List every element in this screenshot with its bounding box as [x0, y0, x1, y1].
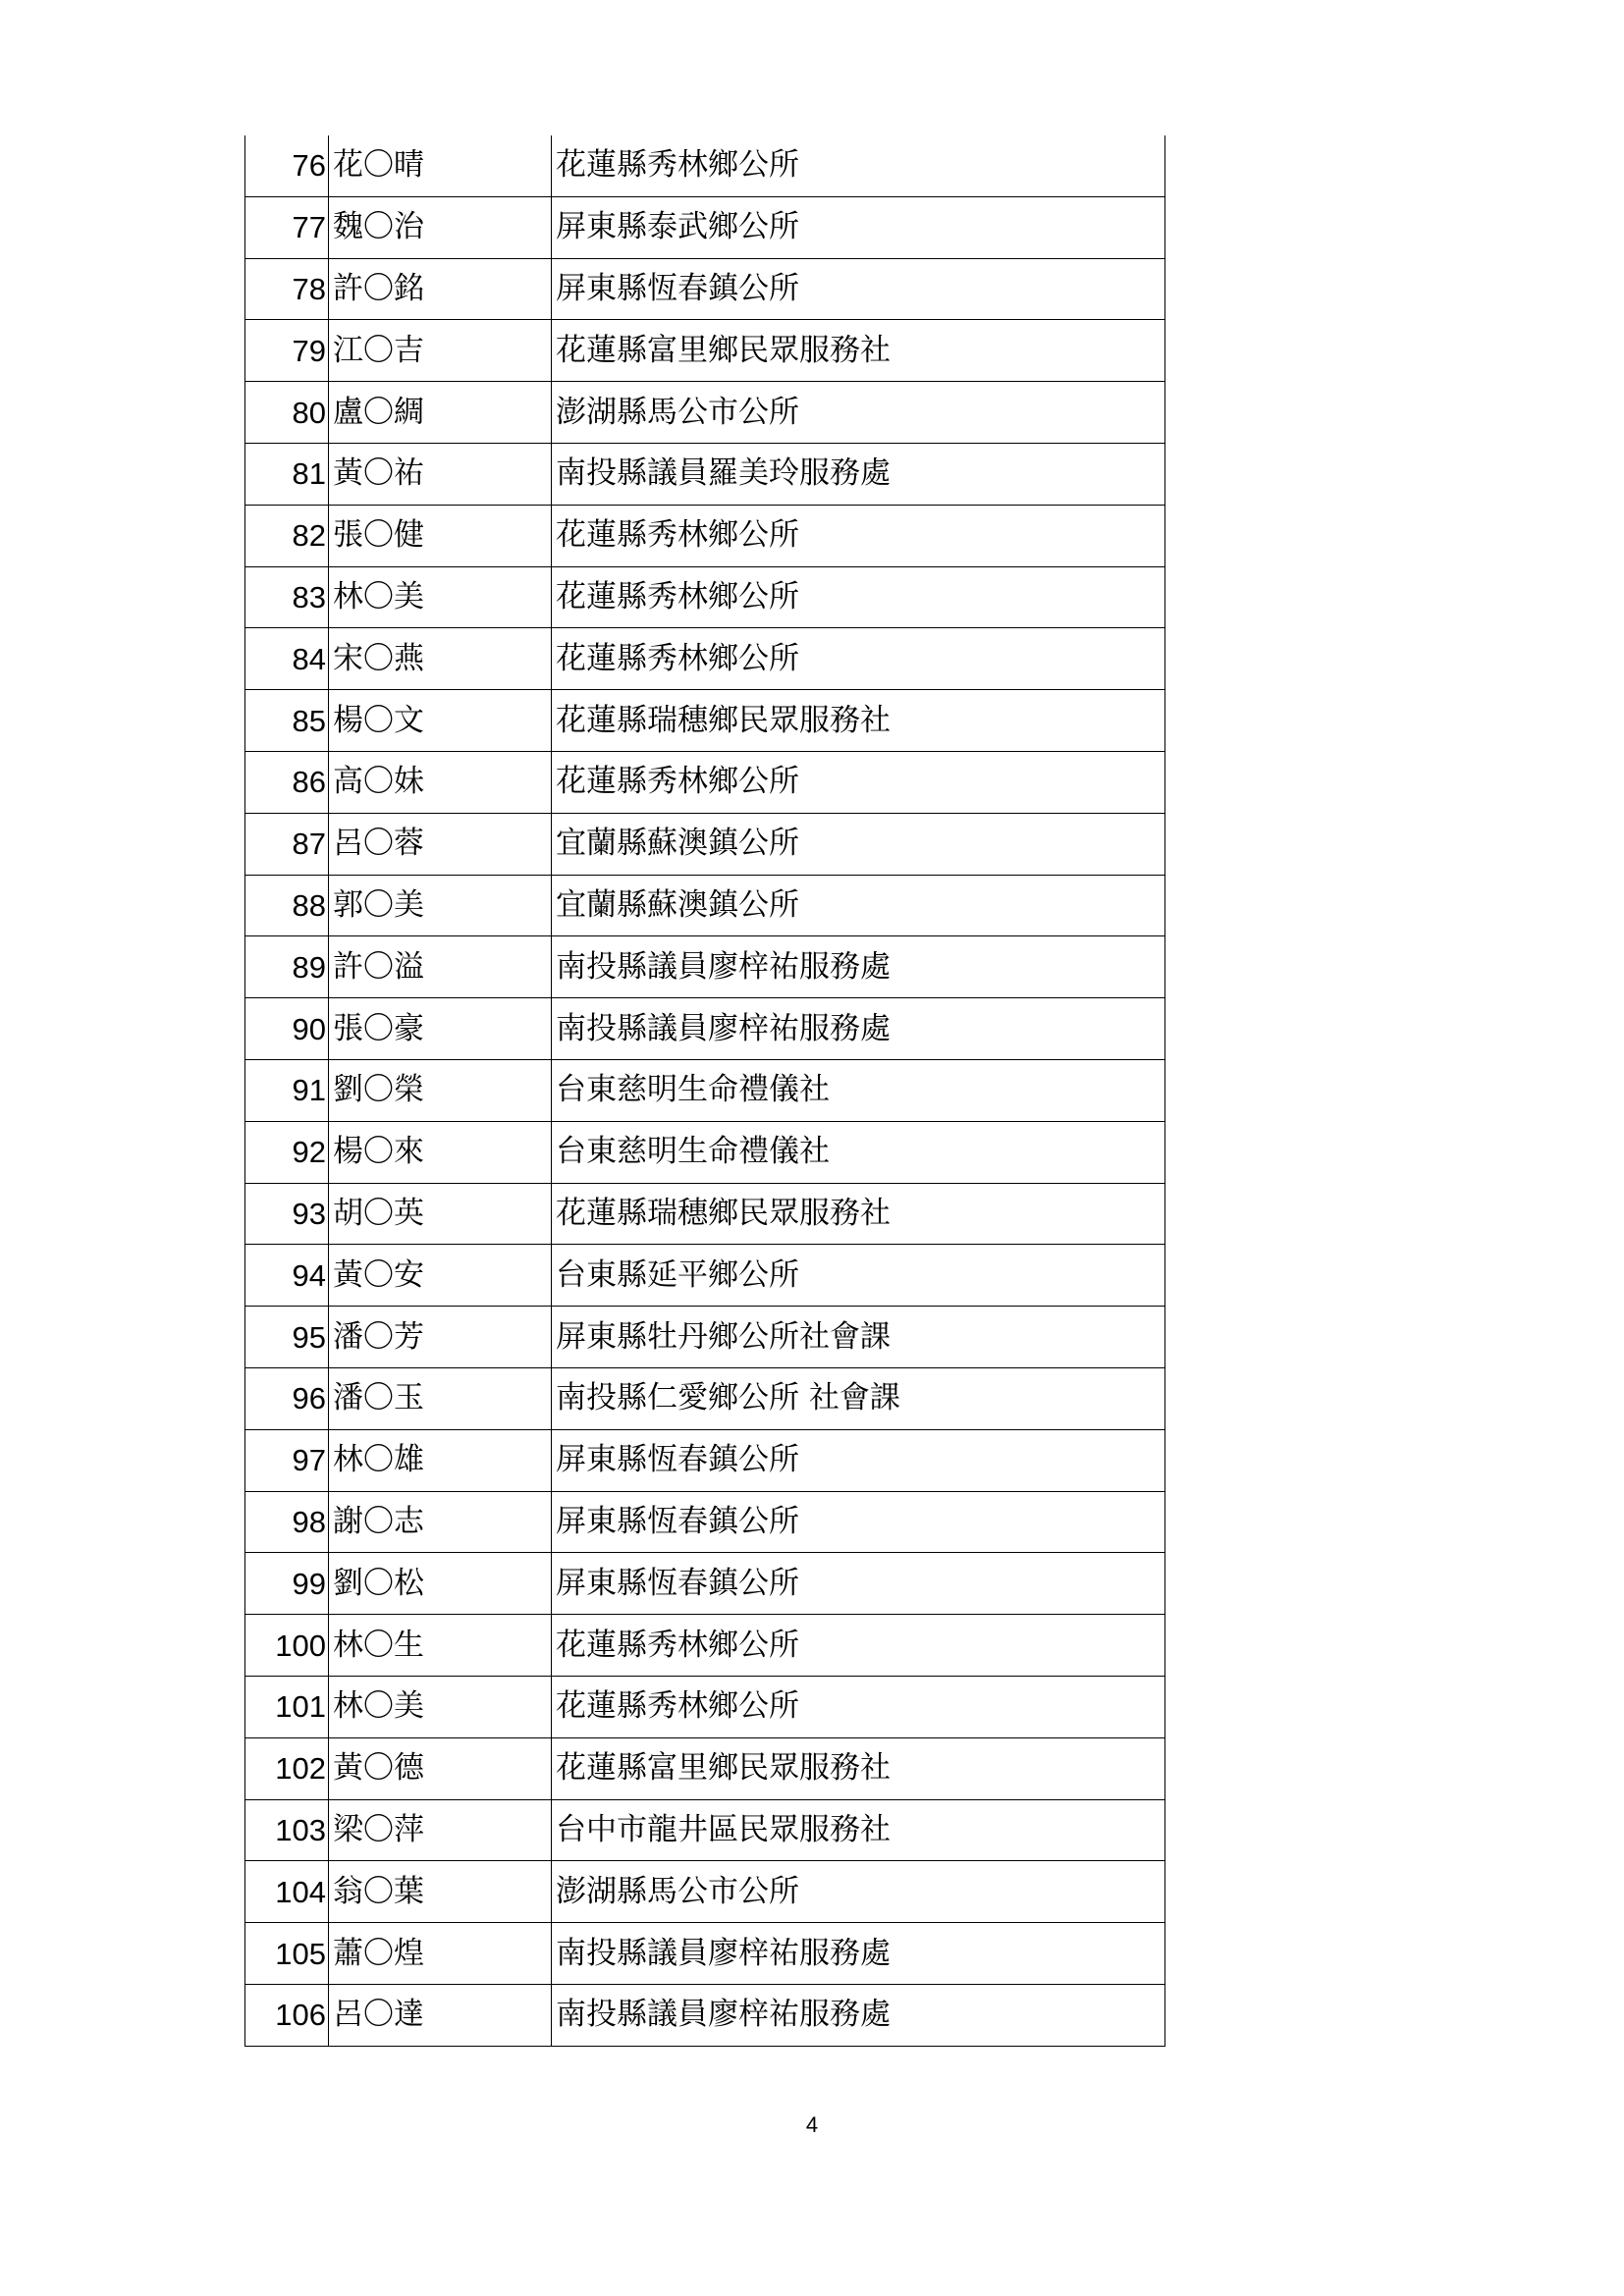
person-name: 張〇健 — [329, 505, 552, 566]
row-number: 95 — [245, 1307, 329, 1368]
row-number: 81 — [245, 443, 329, 505]
organization: 屏東縣恆春鎮公所 — [552, 1491, 1165, 1553]
person-name: 黃〇祐 — [329, 443, 552, 505]
row-number: 93 — [245, 1183, 329, 1245]
table-row — [245, 443, 1165, 505]
row-number: 80 — [245, 382, 329, 444]
roster-table-body — [245, 135, 1165, 2046]
row-number: 89 — [245, 936, 329, 998]
organization: 花蓮縣秀林鄉公所 — [552, 628, 1165, 690]
row-number: 103 — [245, 1799, 329, 1861]
person-name: 楊〇文 — [329, 690, 552, 752]
person-name: 林〇生 — [329, 1615, 552, 1677]
person-name: 呂〇達 — [329, 1984, 552, 2046]
table-row — [245, 1059, 1165, 1121]
person-name: 胡〇英 — [329, 1183, 552, 1245]
table-row — [245, 1429, 1165, 1491]
organization: 澎湖縣馬公市公所 — [552, 382, 1165, 444]
organization: 花蓮縣瑞穗鄉民眾服務社 — [552, 1183, 1165, 1245]
organization: 屏東縣恆春鎮公所 — [552, 1429, 1165, 1491]
person-name: 魏〇治 — [329, 196, 552, 258]
table-row — [245, 1615, 1165, 1677]
organization: 屏東縣牡丹鄉公所社會課 — [552, 1307, 1165, 1368]
row-number: 84 — [245, 628, 329, 690]
person-name: 林〇美 — [329, 1676, 552, 1737]
table-row — [245, 1984, 1165, 2046]
roster-table — [244, 135, 1165, 2047]
table-row — [245, 628, 1165, 690]
person-name: 蕭〇煌 — [329, 1923, 552, 1985]
row-number: 100 — [245, 1615, 329, 1677]
organization: 屏東縣恆春鎮公所 — [552, 1553, 1165, 1615]
organization: 花蓮縣秀林鄉公所 — [552, 1615, 1165, 1677]
table-row — [245, 751, 1165, 813]
organization: 南投縣議員廖梓祐服務處 — [552, 998, 1165, 1060]
table-row — [245, 998, 1165, 1060]
person-name: 林〇雄 — [329, 1429, 552, 1491]
person-name: 高〇妹 — [329, 751, 552, 813]
table-row — [245, 1799, 1165, 1861]
row-number: 79 — [245, 320, 329, 382]
organization: 花蓮縣秀林鄉公所 — [552, 1676, 1165, 1737]
table-row — [245, 690, 1165, 752]
row-number: 83 — [245, 566, 329, 628]
table-row — [245, 196, 1165, 258]
organization: 屏東縣泰武鄉公所 — [552, 196, 1165, 258]
person-name: 呂〇蓉 — [329, 813, 552, 875]
organization: 台東縣延平鄉公所 — [552, 1245, 1165, 1307]
organization: 花蓮縣秀林鄉公所 — [552, 505, 1165, 566]
organization: 宜蘭縣蘇澳鎮公所 — [552, 875, 1165, 936]
person-name: 江〇吉 — [329, 320, 552, 382]
table-row — [245, 1553, 1165, 1615]
person-name: 劉〇松 — [329, 1553, 552, 1615]
person-name: 楊〇來 — [329, 1121, 552, 1183]
person-name: 許〇溢 — [329, 936, 552, 998]
row-number: 91 — [245, 1059, 329, 1121]
row-number: 96 — [245, 1367, 329, 1429]
row-number: 104 — [245, 1861, 329, 1923]
person-name: 花〇晴 — [329, 135, 552, 196]
person-name: 宋〇燕 — [329, 628, 552, 690]
table-row — [245, 1367, 1165, 1429]
row-number: 88 — [245, 875, 329, 936]
row-number: 92 — [245, 1121, 329, 1183]
person-name: 許〇銘 — [329, 258, 552, 320]
table-row — [245, 1183, 1165, 1245]
person-name: 翁〇葉 — [329, 1861, 552, 1923]
table-row — [245, 1861, 1165, 1923]
organization: 台東慈明生命禮儀社 — [552, 1059, 1165, 1121]
row-number: 106 — [245, 1984, 329, 2046]
row-number: 99 — [245, 1553, 329, 1615]
person-name: 林〇美 — [329, 566, 552, 628]
organization: 花蓮縣秀林鄉公所 — [552, 751, 1165, 813]
organization: 南投縣議員廖梓祐服務處 — [552, 1923, 1165, 1985]
row-number: 105 — [245, 1923, 329, 1985]
person-name: 黃〇安 — [329, 1245, 552, 1307]
table-row — [245, 1737, 1165, 1799]
table-row — [245, 813, 1165, 875]
organization: 花蓮縣富里鄉民眾服務社 — [552, 1737, 1165, 1799]
page-number: 4 — [805, 2112, 819, 2137]
organization: 南投縣仁愛鄉公所 社會課 — [552, 1367, 1165, 1429]
row-number: 94 — [245, 1245, 329, 1307]
person-name: 梁〇萍 — [329, 1799, 552, 1861]
person-name: 郭〇美 — [329, 875, 552, 936]
table-row — [245, 1923, 1165, 1985]
row-number: 98 — [245, 1491, 329, 1553]
organization: 南投縣議員廖梓祐服務處 — [552, 1984, 1165, 2046]
organization: 花蓮縣秀林鄉公所 — [552, 135, 1165, 196]
table-row — [245, 936, 1165, 998]
table-row — [245, 1676, 1165, 1737]
row-number: 102 — [245, 1737, 329, 1799]
row-number: 97 — [245, 1429, 329, 1491]
person-name: 黃〇德 — [329, 1737, 552, 1799]
organization: 花蓮縣富里鄉民眾服務社 — [552, 320, 1165, 382]
person-name: 潘〇芳 — [329, 1307, 552, 1368]
table-row — [245, 382, 1165, 444]
organization: 台中市龍井區民眾服務社 — [552, 1799, 1165, 1861]
person-name: 潘〇玉 — [329, 1367, 552, 1429]
person-name: 張〇豪 — [329, 998, 552, 1060]
table-row — [245, 1245, 1165, 1307]
row-number: 101 — [245, 1676, 329, 1737]
row-number: 82 — [245, 505, 329, 566]
table-row — [245, 505, 1165, 566]
table-row — [245, 566, 1165, 628]
organization: 屏東縣恆春鎮公所 — [552, 258, 1165, 320]
row-number: 87 — [245, 813, 329, 875]
table-row — [245, 875, 1165, 936]
person-name: 謝〇志 — [329, 1491, 552, 1553]
organization: 花蓮縣秀林鄉公所 — [552, 566, 1165, 628]
row-number: 76 — [245, 135, 329, 196]
person-name: 劉〇榮 — [329, 1059, 552, 1121]
table-row — [245, 1491, 1165, 1553]
row-number: 90 — [245, 998, 329, 1060]
table-row — [245, 258, 1165, 320]
organization: 宜蘭縣蘇澳鎮公所 — [552, 813, 1165, 875]
organization: 澎湖縣馬公市公所 — [552, 1861, 1165, 1923]
row-number: 77 — [245, 196, 329, 258]
row-number: 86 — [245, 751, 329, 813]
organization: 南投縣議員廖梓祐服務處 — [552, 936, 1165, 998]
table-row — [245, 320, 1165, 382]
table-row — [245, 1121, 1165, 1183]
table-row — [245, 1307, 1165, 1368]
organization: 南投縣議員羅美玲服務處 — [552, 443, 1165, 505]
row-number: 85 — [245, 690, 329, 752]
organization: 台東慈明生命禮儀社 — [552, 1121, 1165, 1183]
row-number: 78 — [245, 258, 329, 320]
organization: 花蓮縣瑞穗鄉民眾服務社 — [552, 690, 1165, 752]
table-row — [245, 135, 1165, 196]
person-name: 盧〇綢 — [329, 382, 552, 444]
